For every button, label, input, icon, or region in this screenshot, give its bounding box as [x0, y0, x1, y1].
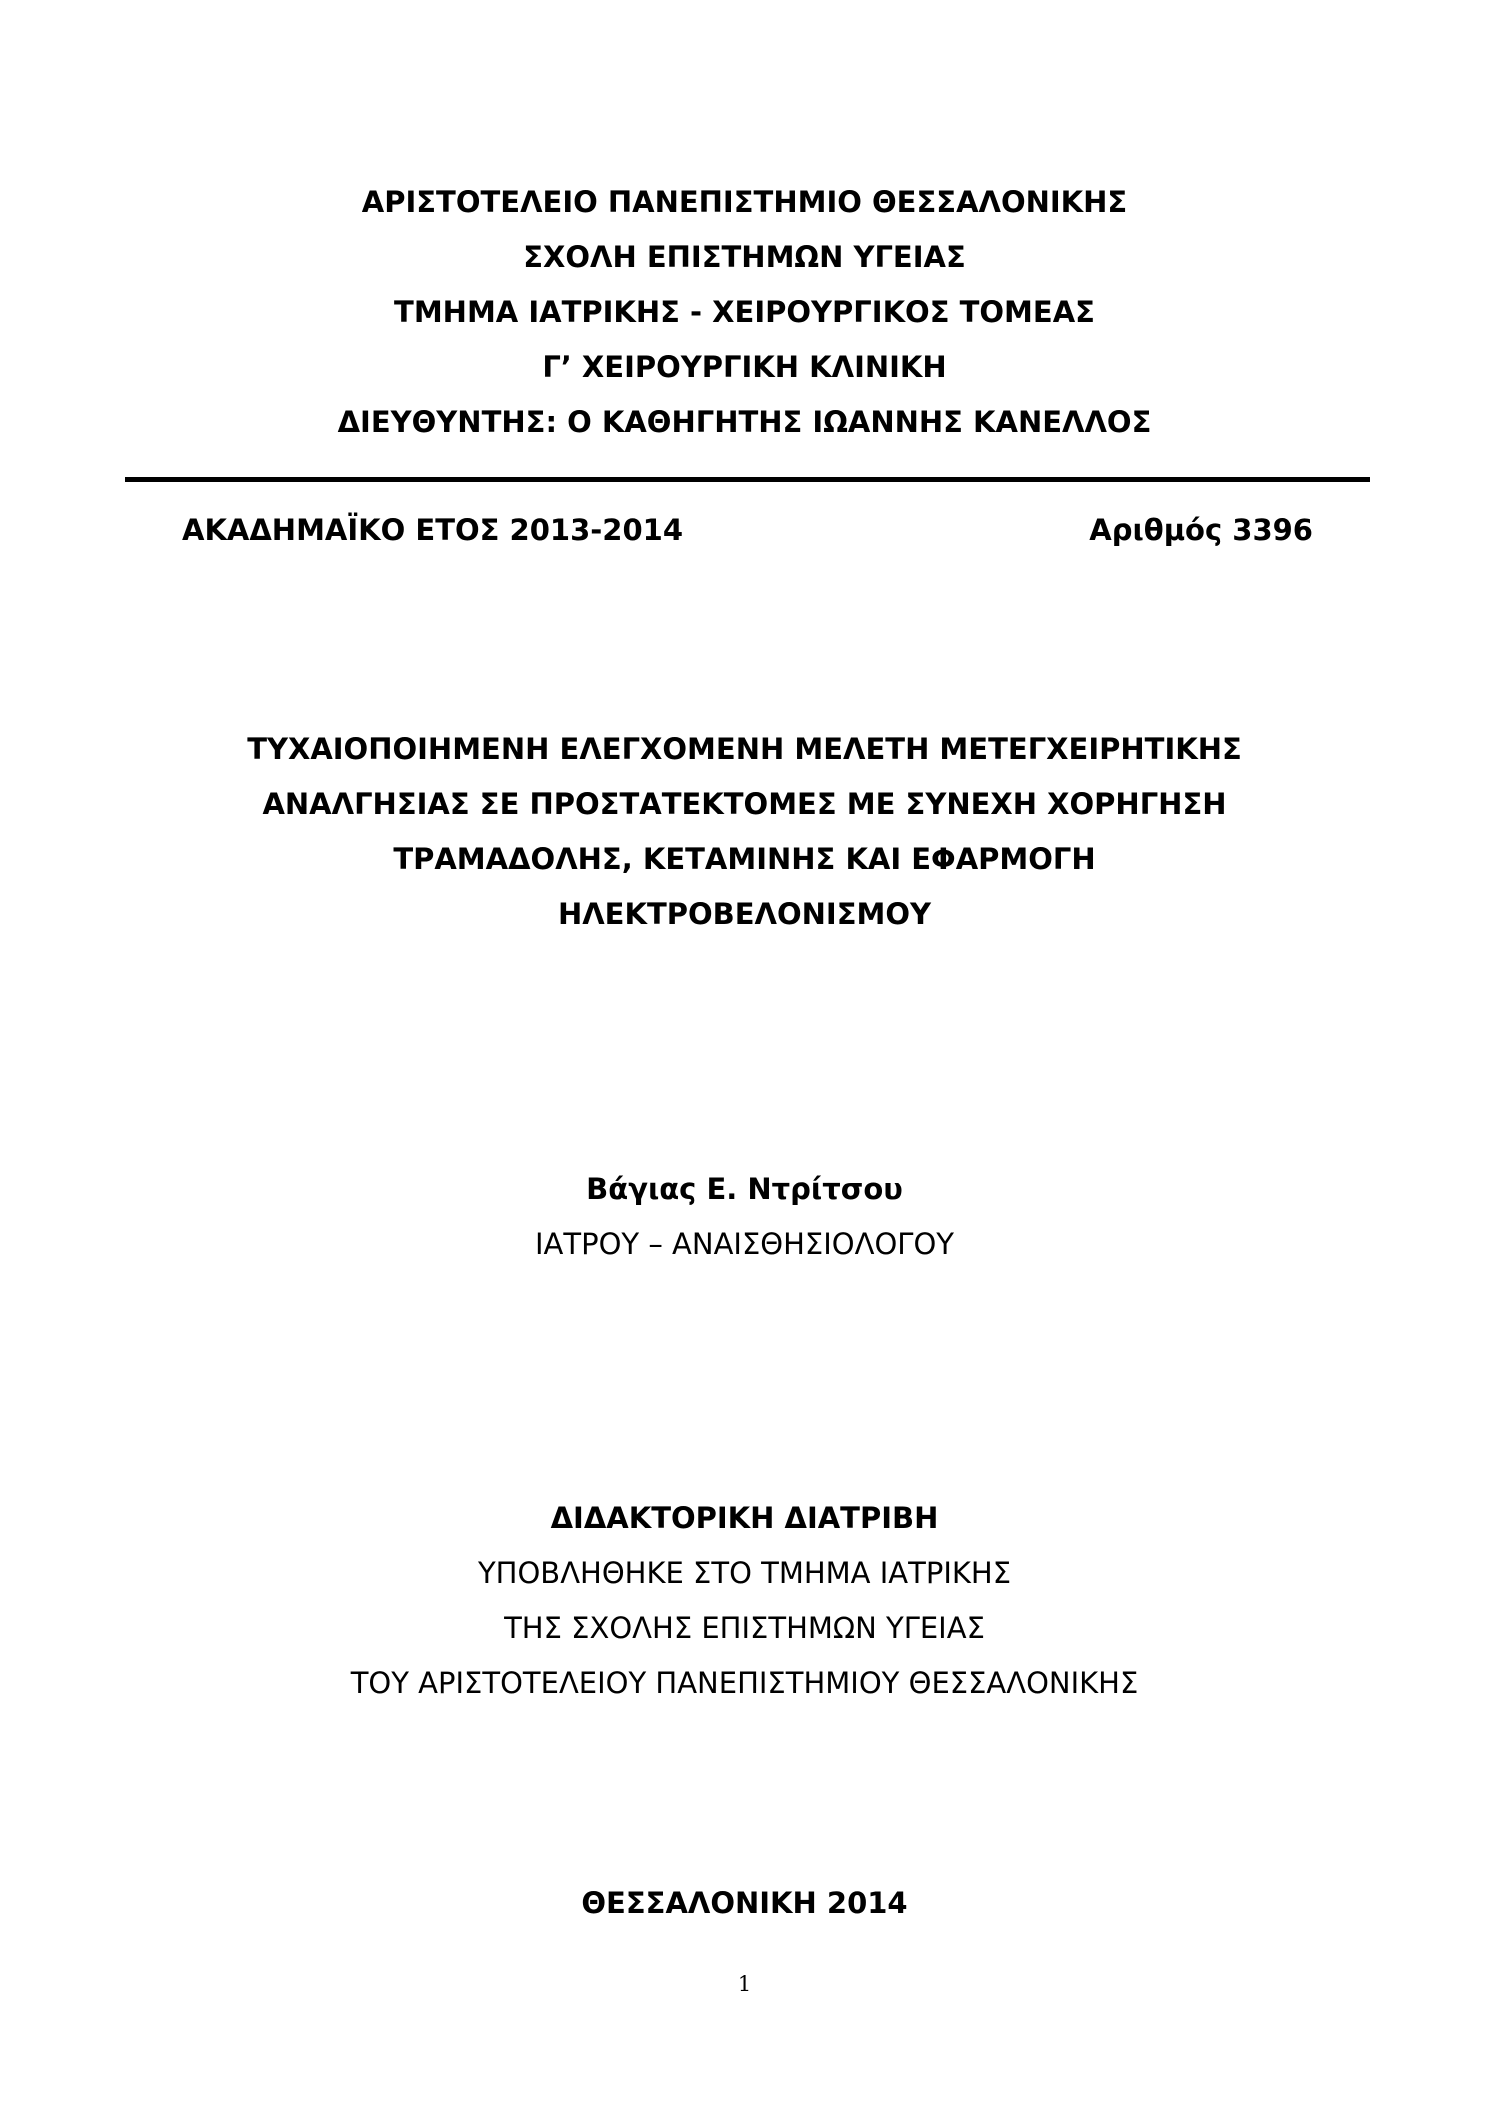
author-role: ΙΑΤΡΟΥ – ΑΝΑΙΣΘΗΣΙΟΛΟΓΟΥ — [534, 1227, 954, 1261]
director-line: ΔΙΕΥΘΥΝΤΗΣ: Ο ΚΑΘΗΓΗΤΗΣ ΙΩΑΝΝΗΣ ΚΑΝΕΛΛΟΣ — [337, 405, 1152, 439]
header-divider — [125, 477, 1370, 482]
author-name: Βάγιας Ε. Ντρίτσου — [586, 1172, 903, 1206]
academic-year: ΑΚΑΔΗΜΑΪΚΟ ΕΤΟΣ 2013-2014 — [182, 513, 684, 547]
thesis-title-line: ΤΡΑΜΑΔΟΛΗΣ, ΚΕΤΑΜΙΝΗΣ ΚΑΙ ΕΦΑΡΜΟΓΗ — [393, 842, 1096, 876]
thesis-title-line: ΗΛΕΚΤΡΟΒΕΛΟΝΙΣΜΟΥ — [557, 897, 932, 931]
thesis-title-line: ΤΥΧΑΙΟΠΟΙΗΜΕΝΗ ΕΛΕΓΧΟΜΕΝΗ ΜΕΛΕΤΗ ΜΕΤΕΓΧΕΙΡΗΤΙΚΗΣ — [247, 732, 1242, 766]
clinic-name: Γ’ ΧΕΙΡΟΥΡΓΙΚΗ ΚΛΙΝΙΚΗ — [542, 350, 947, 384]
page-number: 1 — [737, 1972, 752, 1996]
thesis-title-line: ΑΝΑΛΓΗΣΙΑΣ ΣΕ ΠΡΟΣΤΑΤΕΚΤΟΜΕΣ ΜΕ ΣΥΝΕΧΗ ΧΟΡΗΓΗΣΗ — [262, 787, 1227, 821]
place-year: ΘΕΣΣΑΛΟΝΙΚΗ 2014 — [581, 1886, 908, 1920]
submission-line: ΥΠΟΒΛΗΘΗΚΕ ΣΤΟ ΤΜΗΜΑ ΙΑΤΡΙΚΗΣ — [477, 1556, 1012, 1590]
document-number: Αριθμός 3396 — [1089, 513, 1313, 547]
submission-line: ΤΗΣ ΣΧΟΛΗΣ ΕΠΙΣΤΗΜΩΝ ΥΓΕΙΑΣ — [504, 1611, 985, 1645]
department-name: ΤΜΗΜΑ ΙΑΤΡΙΚΗΣ - ΧΕΙΡΟΥΡΓΙΚΟΣ ΤΟΜΕΑΣ — [394, 295, 1095, 329]
thesis-type: ΔΙΔΑΚΤΟΡΙΚΗ ΔΙΑΤΡΙΒΗ — [550, 1501, 939, 1535]
submission-line: ΤΟΥ ΑΡΙΣΤΟΤΕΛΕΙΟΥ ΠΑΝΕΠΙΣΤΗΜΙΟΥ ΘΕΣΣΑΛΟΝΙΚΗΣ — [350, 1666, 1139, 1700]
school-name: ΣΧΟΛΗ ΕΠΙΣΤΗΜΩΝ ΥΓΕΙΑΣ — [523, 240, 966, 274]
university-name: ΑΡΙΣΤΟΤΕΛΕΙΟ ΠΑΝΕΠΙΣΤΗΜΙΟ ΘΕΣΣΑΛΟΝΙΚΗΣ — [361, 185, 1128, 219]
